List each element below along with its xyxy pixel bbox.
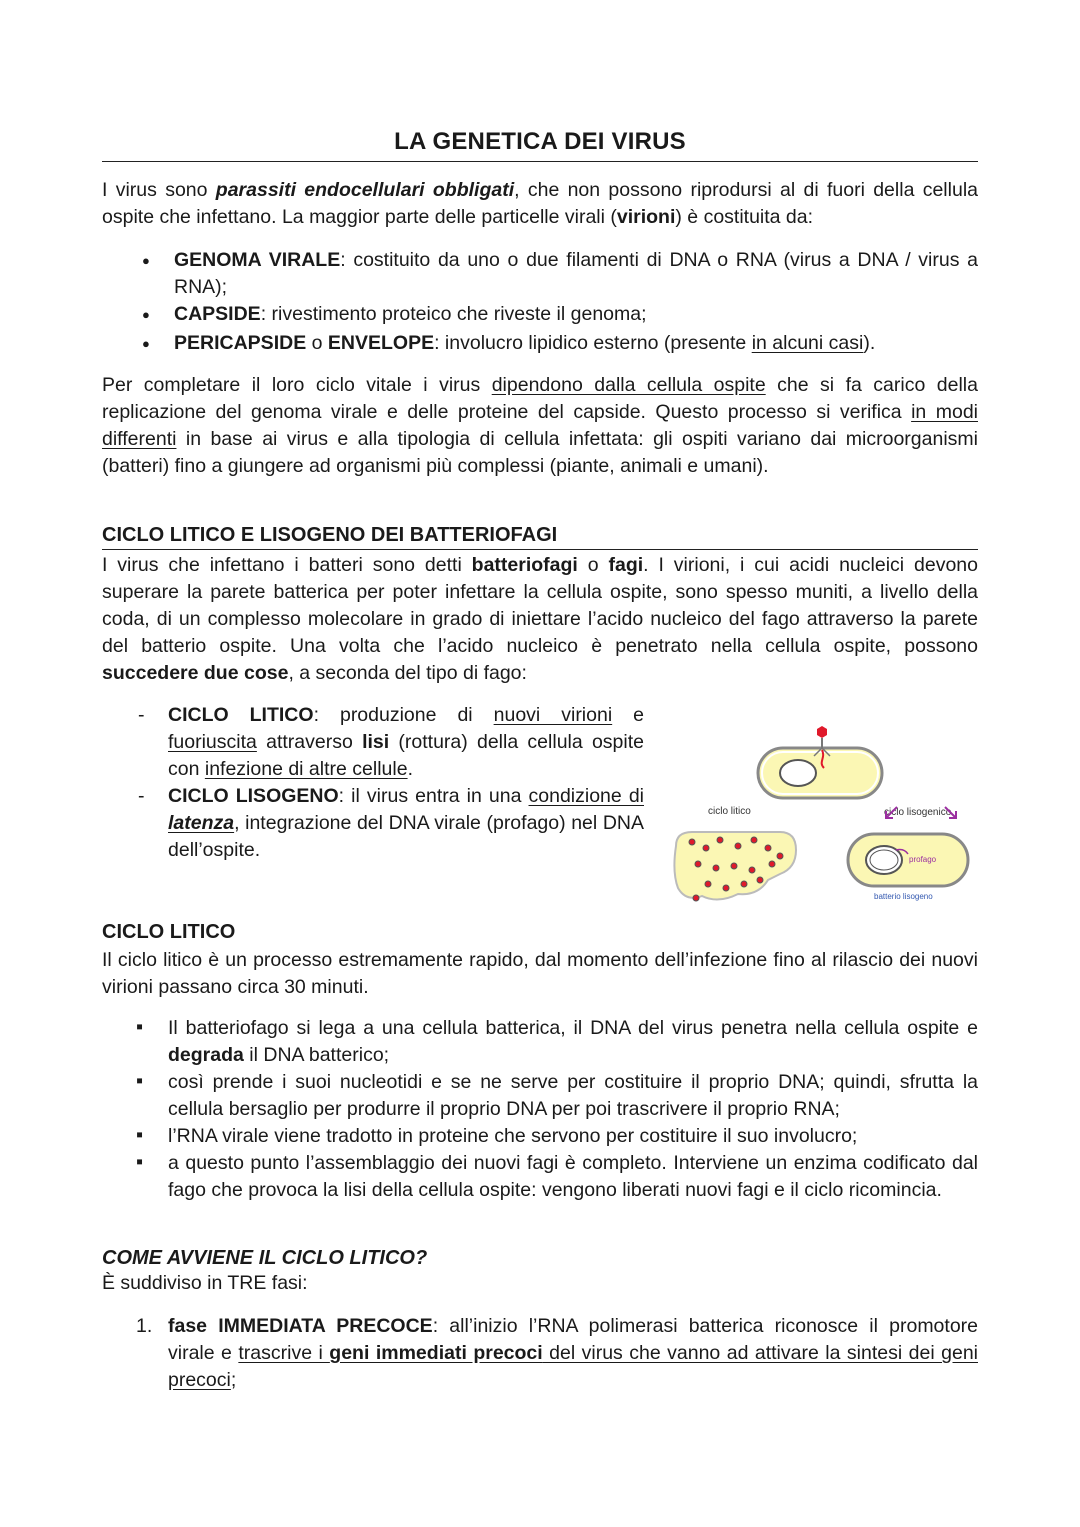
list-item: ● CAPSIDE: rivestimento proteico che riveste il genoma; (174, 301, 978, 328)
list-item-lytic: - CICLO LITICO: produzione di nuovi virioni e fuoriuscita attraverso lisi (rottura) della cellula ospite con infezione di altre cellule. (168, 702, 644, 783)
lytic-steps-list (168, 1015, 978, 1204)
label-lysogenic-cycle: ciclo lisogenico (884, 807, 952, 818)
section-heading-how: COME AVVIENE IL CICLO LITICO? (102, 1247, 428, 1269)
phases-intro: È suddiviso in TRE fasi: (102, 1272, 308, 1294)
infected-bacterium (758, 748, 882, 798)
phage-cycle-diagram (668, 718, 978, 914)
list-item: ● PERICAPSIDE o ENVELOPE: involucro lipidico esterno (presente in alcuni casi). (174, 330, 978, 357)
label-prophage: profago (909, 855, 937, 864)
bacterial-dna (780, 760, 816, 786)
page-title: LA GENETICA DEI VIRUS (394, 128, 686, 155)
label-lytic-cycle: ciclo litico (708, 806, 751, 817)
list-item: ● GENOMA VIRALE: costituito da uno o due filamenti di DNA o RNA (virus a DNA / virus a RNA); (174, 247, 978, 301)
phases-list (136, 1313, 979, 1394)
section-heading-lytic-cycle: CICLO LITICO (102, 921, 236, 943)
list-item-lysogenic: - CICLO LISOGENO: il virus entra in una condizione di latenza, integrazione del DNA virale (profago) nel DNA dell’ospite. (168, 783, 644, 864)
section-heading-bacteriophages: CICLO LITICO E LISOGENO DEI BATTERIOFAGI (102, 524, 558, 546)
list-item: ▪ così prende i suoi nucleotidi e se ne serve per costituire il proprio DNA; quindi, sfrutta la cellula bersaglio per produrre il proprio DNA per poi trascrivere il proprio RNA; (168, 1069, 978, 1123)
label-lysogenic-bacterium: batterio lisogeno (874, 892, 933, 901)
components-list (174, 247, 978, 357)
dependence-paragraph: Per completare il loro ciclo vitale i virus dipendono dalla cellula ospite che si fa carico della replicazione del genoma virale e delle proteine del capside. Questo processo si verifica in modi differenti in base ai virus e alla tipologia di cellula infettata: gli ospiti variano dai microorganismi (batteri) fino a giungere ad organismi più complessi (piante, animali e umani). (102, 374, 978, 477)
list-item: ▪ Il batteriofago si lega a una cellula batterica, il DNA del virus penetra nella cellula ospite e degrada il DNA batterico; (168, 1015, 978, 1069)
title-rule (102, 161, 978, 162)
list-item: ▪ l’RNA virale viene tradotto in proteine che servono per costituire il suo involucro; (168, 1123, 978, 1150)
cycles-list (168, 702, 644, 864)
section-rule (102, 549, 978, 550)
list-item: ▪ a questo punto l’assemblaggio dei nuovi fagi è completo. Interviene un enzima codificato dal fago che provoca la lisi della cellula ospite: vengono liberati nuovi fagi e il ciclo ricomincia. (168, 1150, 978, 1204)
lytic-cycle-paragraph: Il ciclo litico è un processo estremamente rapido, dal momento dell’infezione fino al rilascio dei nuovi virioni passano circa 30 minuti. (102, 949, 978, 998)
list-item-phase-1: 1. fase IMMEDIATA PRECOCE: all’inizio l’RNA polimerasi batterica riconosce il promotore virale e trascrive i geni immediati precoci del virus che vanno ad attivare la sintesi dei geni precoci; (136, 1315, 979, 1391)
intro-paragraph: I virus sono parassiti endocellulari obbligati, che non possono riprodursi al di fuori della cellula ospite che infettano. La maggior parte delle particelle virali (virioni) è costituita da: (102, 179, 978, 228)
bacteriophage-paragraph: I virus che infettano i batteri sono detti batteriofagi o fagi. I virioni, i cui acidi nucleici devono superare la parete batterica per poter infettare la cellula ospite, sono spesso muniti, a livello della coda, di un complesso molecolare in grado di iniettare l’acido nucleico del fago attraverso la parete del batterio ospite. Una volta che l’acido nucleico è penetrato nella cellula ospite, possono succedere due cose, a seconda del tipo di fago: (102, 554, 978, 684)
